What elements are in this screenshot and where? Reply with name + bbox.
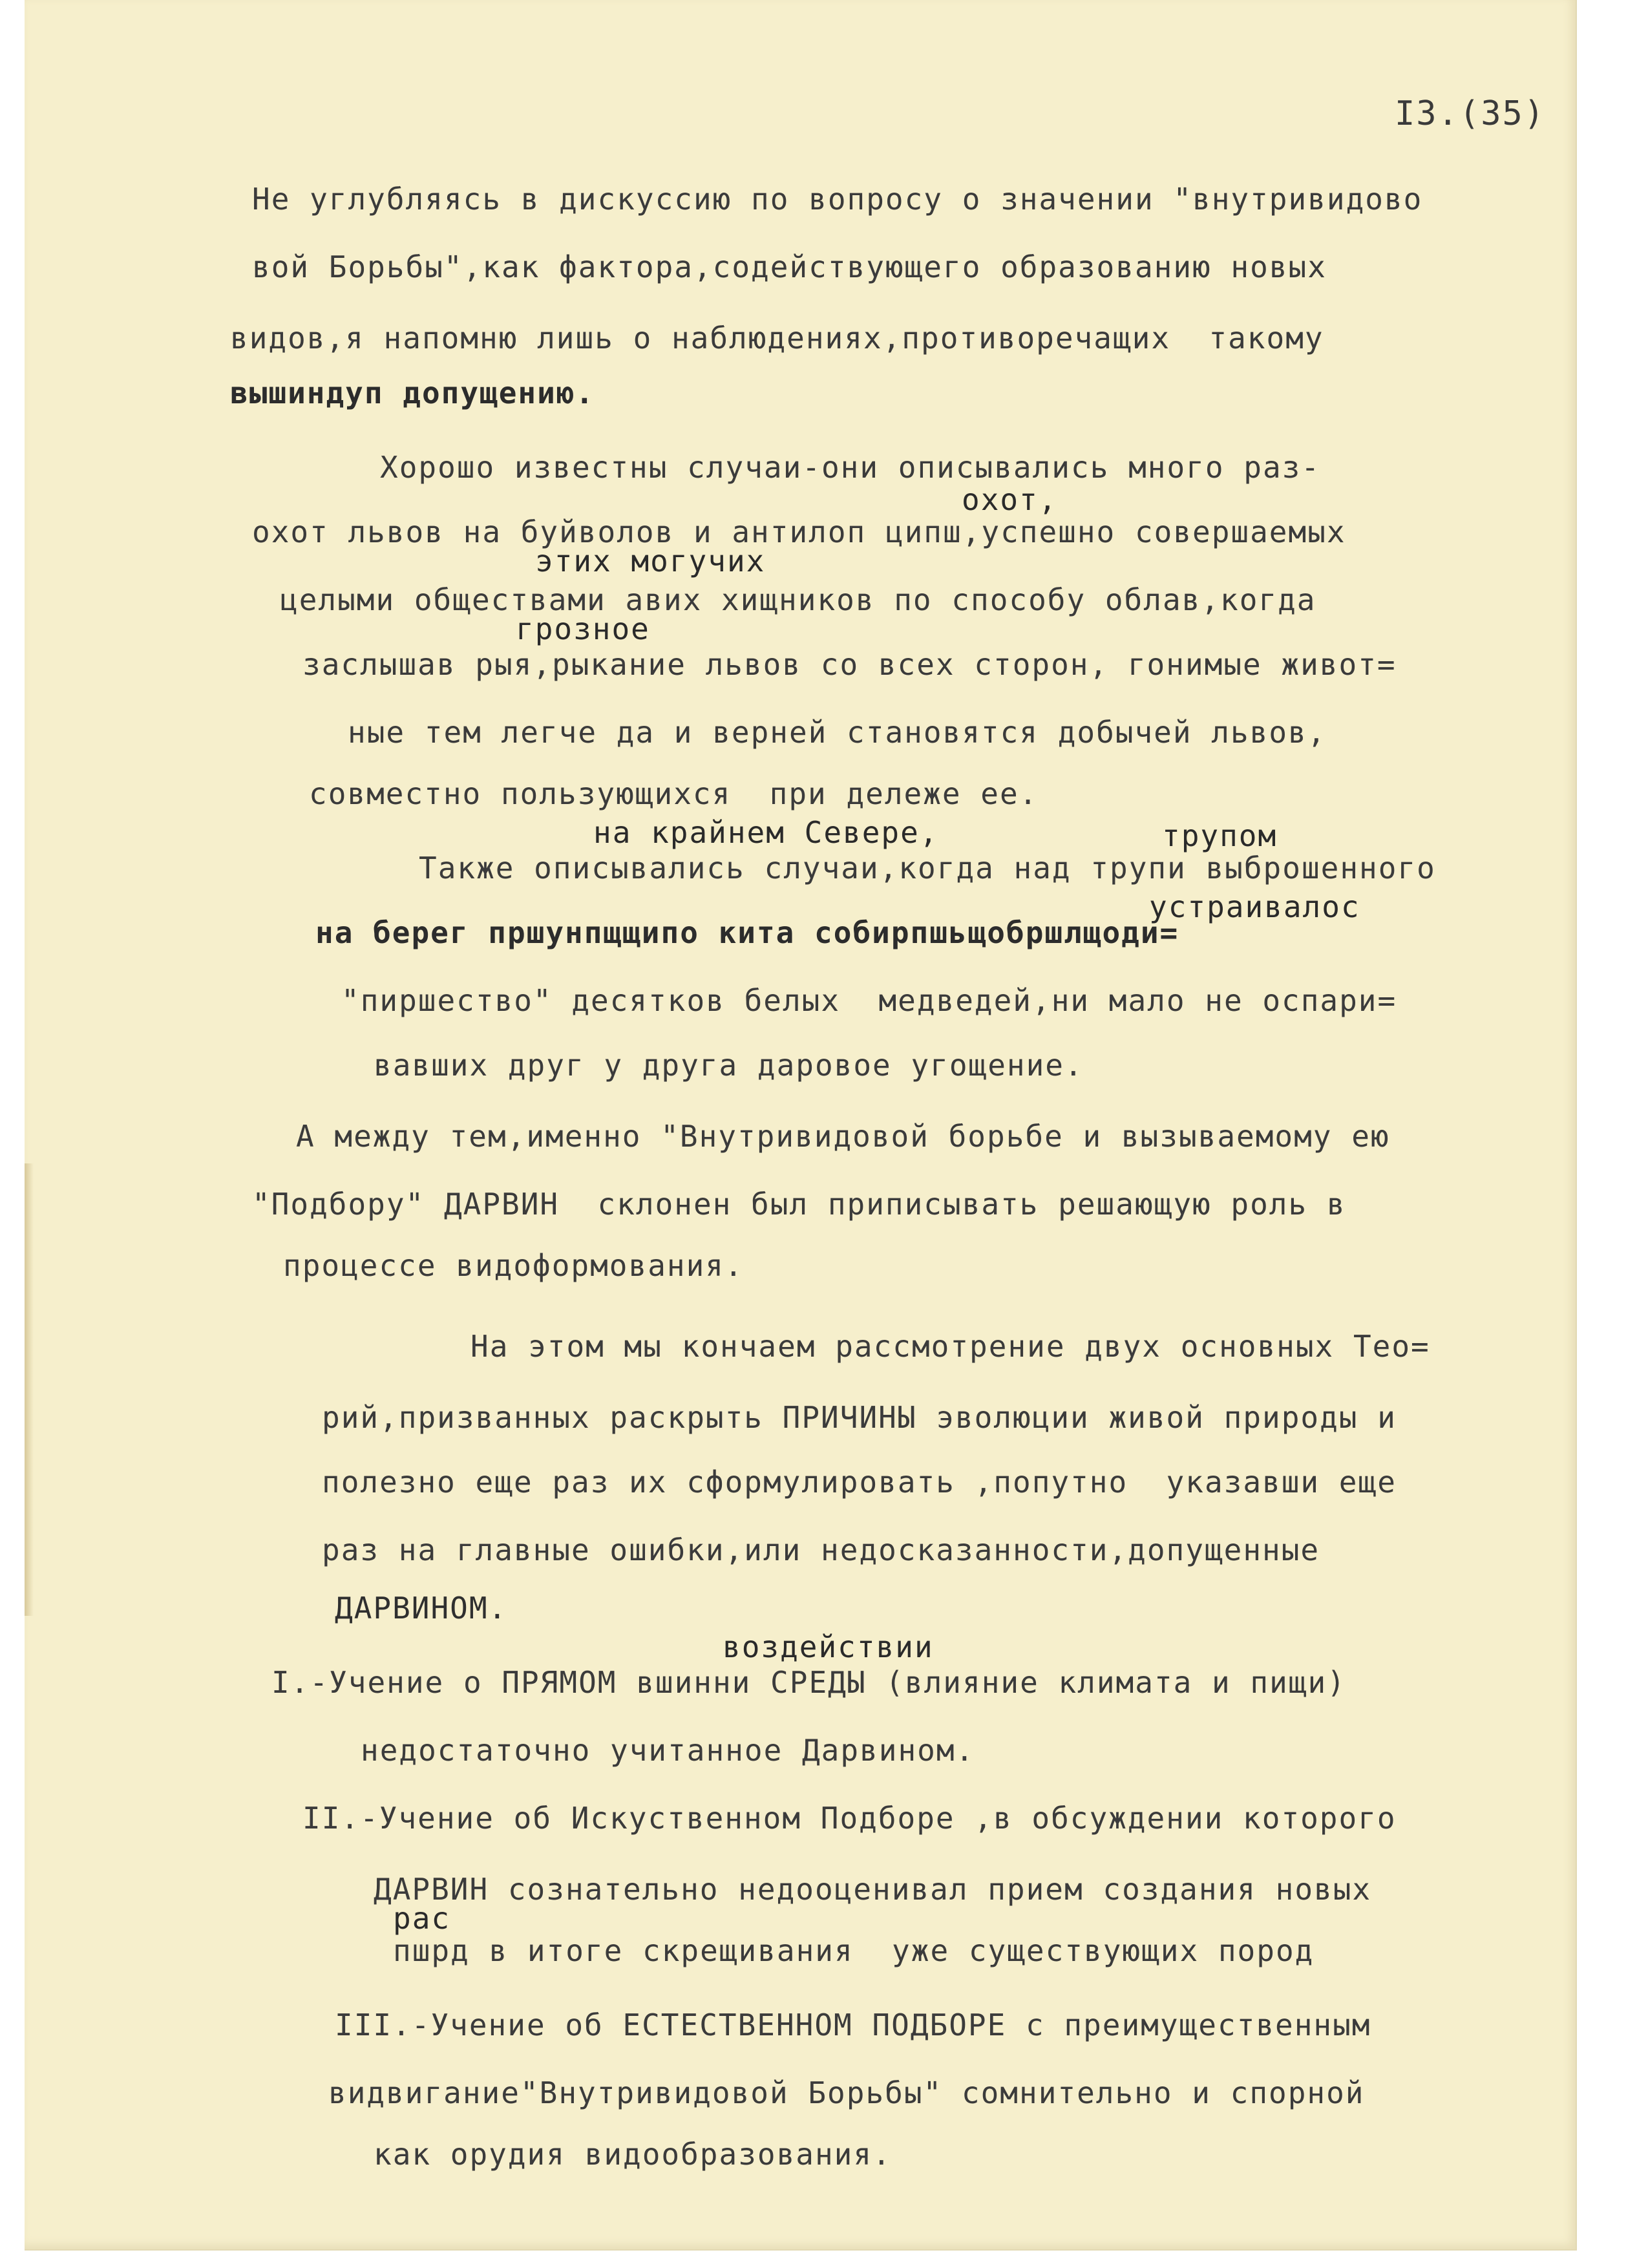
insert-trupom: трупом xyxy=(1162,818,1278,853)
list-item-3-cont-2: как орудия видообразования. xyxy=(374,2137,892,2172)
insert-na-krainem-severe: на крайнем Севере, xyxy=(593,815,939,850)
list-item-1: I.-Учение о ПРЯМОМ вшинни СРЕДЫ (влияние климата и пищи) xyxy=(271,1665,1346,1700)
list-item-3-cont-1: видвигание"Внутривидовой Борьбы" сомнительно и спорной xyxy=(328,2075,1365,2110)
list-item-2: II.-Учение об Искуственном Подборе ,в обсуждении которого xyxy=(302,1801,1397,1836)
text-line-5: Хорошо известны случаи-они описывались много раз- xyxy=(380,450,1321,485)
text-line-8: заслышав рыя,рыкание львов со всех сторон, гонимые живот= xyxy=(302,647,1397,682)
list-item-2-cont-1: ДАРВИН сознательно недооценивал прием создания новых xyxy=(374,1872,1372,1907)
text-line-19: рий,призванных раскрыть ПРИЧИНЫ эволюции живой природы и xyxy=(322,1400,1397,1435)
insert-vozdeistvii: воздействии xyxy=(723,1629,934,1664)
text-line-15: А между тем,именно "Внутривидовой борьбе и вызываемому ею xyxy=(296,1119,1390,1154)
text-line-21: раз на главные ошибки,или недосказанности,допущенные xyxy=(322,1532,1320,1567)
text-line-18: На этом мы кончаем рассмотрение двух основных Тео= xyxy=(470,1329,1430,1364)
insert-groznoe: грозное xyxy=(516,611,650,646)
insert-ustraivalos: устраивалос xyxy=(1149,889,1360,924)
text-line-11: Также описывались случаи,когда над трупи выброшенного xyxy=(419,851,1436,885)
list-item-1-cont: недостаточно учитанное Дарвином. xyxy=(361,1733,975,1768)
text-line-14: вавших друг у друга даровое угощение. xyxy=(374,1048,1084,1083)
list-item-2-cont-2: пшрд в итоге скрещивания уже существующих пород xyxy=(393,1933,1315,1968)
insert-etikh-moguchikh: этих могучих xyxy=(535,544,766,578)
text-line-4: вышиндуп допущению. xyxy=(230,376,595,410)
text-line-1: Не углубляясь в дискуссию по вопросу о значении "внутривидово xyxy=(252,182,1423,217)
text-line-2: вой Борьбы",как фактора,содействующего образованию новых xyxy=(252,249,1327,284)
list-item-3: III.-Учение об ЕСТЕСТВЕННОМ ПОДБОРЕ с преимущественным xyxy=(335,2008,1371,2042)
text-line-22: ДАРВИНОМ. xyxy=(335,1591,508,1626)
insert-ras: рас xyxy=(393,1901,451,1936)
text-line-6: охот львов на буйволов и антилоп ципш,успешно совершаемых xyxy=(252,514,1346,549)
text-line-3: видов,я напомню лишь о наблюдениях,противоречащих такому xyxy=(230,321,1324,355)
text-line-10: совместно пользующихся при дележе ее. xyxy=(309,776,1039,811)
text-line-16: "Подбору" ДАРВИН склонен был приписывать решающую роль в xyxy=(252,1187,1346,1222)
text-line-12: на берег пршунпщщипо кита собирпшьщобршлщоди= xyxy=(315,915,1179,950)
text-line-13: "пиршество" десятков белых медведей,ни мало не оспари= xyxy=(341,983,1397,1018)
paper-stain xyxy=(25,1163,34,1616)
text-line-20: полезно еще раз их сформулировать ,попутно указавши еще xyxy=(322,1465,1397,1500)
text-line-7: целыми обществами авих хищников по способу облав,когда xyxy=(280,582,1316,617)
text-line-9: ные тем легче да и верней становятся добычей львов, xyxy=(348,715,1327,750)
page-number: I3.(35) xyxy=(1395,94,1546,133)
insert-okhot: охот, xyxy=(962,482,1058,517)
document-page xyxy=(25,0,1577,2251)
text-line-17: процессе видоформования. xyxy=(283,1248,744,1283)
